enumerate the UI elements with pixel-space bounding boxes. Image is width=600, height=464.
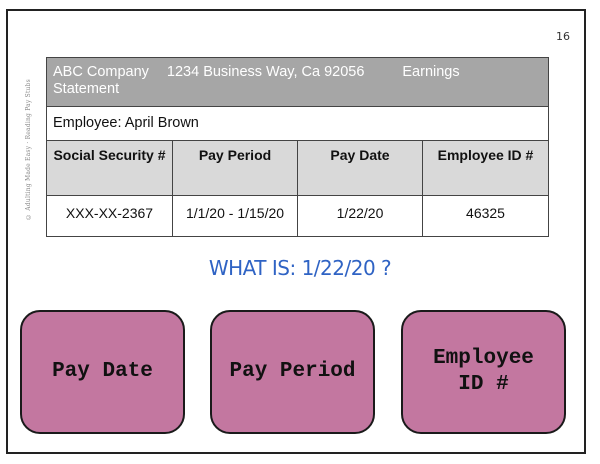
value-ssn: XXX-XX-2367 bbox=[47, 196, 173, 237]
answer-button-pay-date[interactable] bbox=[20, 310, 185, 434]
company-name: ABC Company bbox=[53, 64, 149, 80]
company-header-cell bbox=[47, 58, 549, 107]
answer-button-employee-id[interactable] bbox=[401, 310, 566, 434]
company-header-row bbox=[47, 58, 549, 107]
column-header-pay-period: Pay Period bbox=[173, 141, 298, 196]
employee-name: Employee: April Brown bbox=[47, 107, 549, 141]
copyright-notice: © Adulting Made Easy · Reading Pay Stubs bbox=[25, 79, 32, 220]
answer-label-pay-date: Pay Date bbox=[52, 360, 153, 383]
page-number: 16 bbox=[556, 30, 570, 43]
column-header-employee-id: Employee ID # bbox=[423, 141, 549, 196]
column-header-ssn: Social Security # bbox=[47, 141, 173, 196]
answer-button-pay-period[interactable] bbox=[210, 310, 375, 434]
value-pay-date: 1/22/20 bbox=[298, 196, 423, 237]
value-pay-period: 1/1/20 - 1/15/20 bbox=[173, 196, 298, 237]
answer-label-pay-period: Pay Period bbox=[229, 360, 356, 383]
question-prompt: WHAT IS: 1/22/20 ? bbox=[208, 256, 392, 280]
answer-label-employee-id: Employee ID # bbox=[433, 347, 534, 396]
column-header-row bbox=[47, 141, 549, 196]
earnings-statement-table bbox=[46, 57, 549, 237]
statement-title-part2: Statement bbox=[53, 81, 120, 97]
column-header-pay-date: Pay Date bbox=[298, 141, 423, 196]
company-address: 1234 Business Way, Ca 92056 bbox=[166, 64, 365, 80]
statement-title-part1: Earnings bbox=[402, 64, 460, 80]
value-employee-id: 46325 bbox=[423, 196, 549, 237]
employee-row bbox=[47, 107, 549, 141]
values-row bbox=[47, 196, 549, 237]
